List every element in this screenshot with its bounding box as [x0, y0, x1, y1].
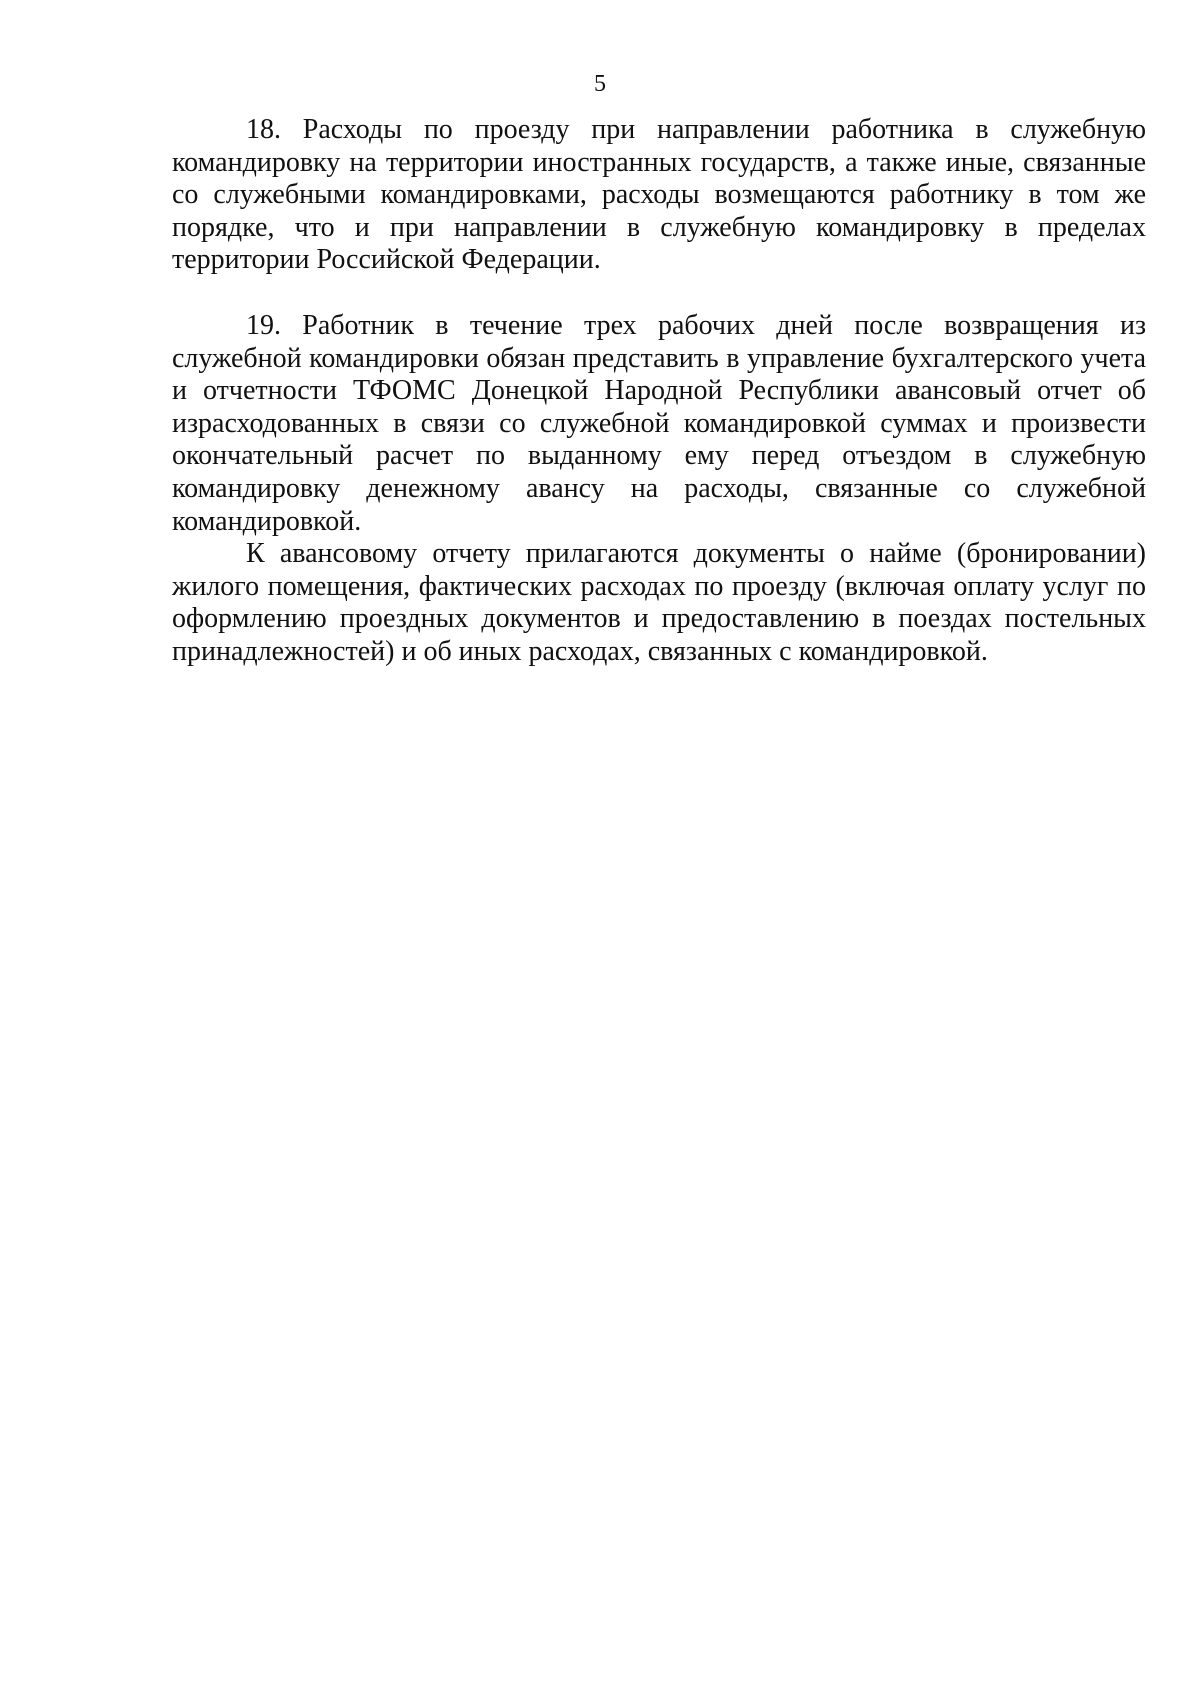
page-number: 5	[594, 71, 606, 97]
document-body	[172, 114, 1146, 669]
paragraph-19-attachments: К авансовому отчету прилагаются документы о найме (бронировании) жилого помещения, фактических расходах по проезду (включая оплату услуг по оформлению проездных документов и предоставлению в поездах постельных принадлежностей) и об иных расходах, связанных с командировкой.	[172, 538, 1146, 667]
paragraph-19: 19. Работник в течение трех рабочих дней после возвращения из служебной командировки обязан представить в управление бухгалтерского учета и отчетности ТФОМС Донецкой Народной Республики авансовый отчет об израсходованных в связи со служебной командировкой суммах и произвести окончательный расчет по выданному ему перед отъездом в служебную командировку денежному авансу на расходы, связанные со служебной командировкой.	[172, 309, 1146, 537]
paragraph-18: 18. Расходы по проезду при направлении работника в служебную командировку на территории иностранных государств, а также иные, связанные со служебными командировками, расходы возмещаются работнику в том же порядке, что и при направлении в служебную командировку в пределах территории Российской Федерации.	[172, 114, 1146, 276]
